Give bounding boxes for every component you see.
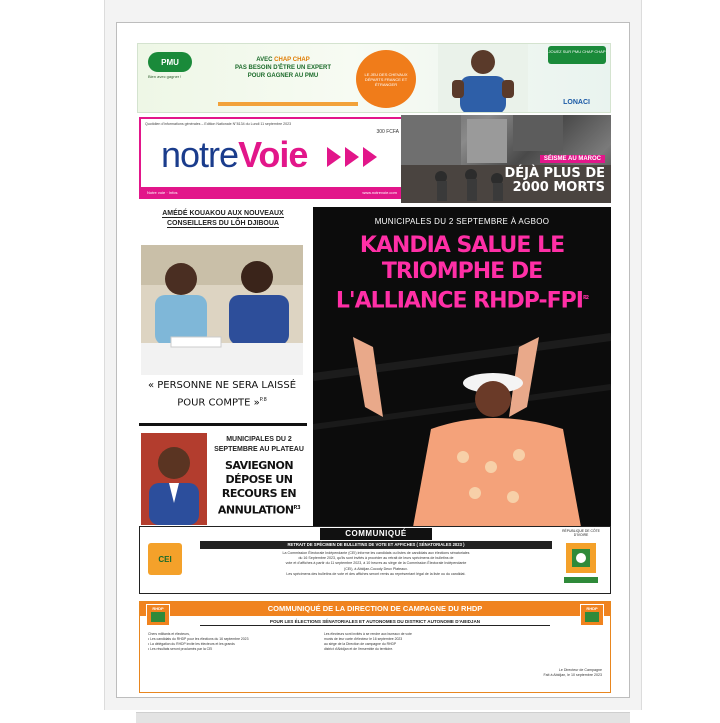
rhdp-col1-4: • Les résultats seront proclamés par la CEI: [148, 647, 213, 651]
rhdp-col2-4: district d'Abidjan et de l'ensemble du territoire.: [324, 647, 394, 651]
ad-line1: AVEC: [256, 57, 275, 63]
pmu-tagline: Bien avec gagner !: [148, 74, 182, 79]
saviegnon-portrait[interactable]: [141, 433, 207, 525]
ad-strip: [218, 102, 358, 106]
cei-communique[interactable]: [139, 526, 611, 594]
plateau-kicker-2: SEPTEMBRE AU PLATEAU: [214, 446, 304, 453]
communique-body: [200, 551, 552, 577]
communique-body-1: La Commission Électorale Indépendante (CEI) informe les candidats ou listes de candidats aux élections sénatoriales: [282, 551, 470, 555]
rhdp-col1-1: Chers militants et électeurs,: [148, 632, 190, 636]
rhdp-communique[interactable]: [139, 601, 611, 693]
rhdp-col2-3: au siège de la Direction de campagne du RHDP: [324, 642, 397, 646]
rhdp-emblem-left-icon: [151, 612, 165, 622]
cei-logo: CEI: [148, 543, 182, 575]
kouakou-quote-text: « PERSONNE NE SERA LAISSÉ POUR COMPTE »: [147, 380, 297, 409]
ad-line3: POUR GAGNER AU PMU: [247, 73, 319, 79]
meeting-photo-image: [141, 245, 303, 375]
kandia-photo: [313, 317, 611, 527]
rhdp-col2-1: Les électeurs sont invités à se rendre aux bureaux de vote: [324, 632, 412, 636]
masthead-footer-bar: [141, 187, 403, 197]
masthead-footer-left: Notre voie · Infos: [147, 189, 178, 195]
cei-logo-block: [144, 535, 190, 589]
rhdp-column-2: [324, 632, 494, 652]
logo-notre: notre: [161, 134, 239, 175]
rhdp-sign-2: Fait à Abidjan, le 10 septembre 2023: [543, 673, 602, 677]
ad-slogan: [218, 56, 348, 80]
communique-body-5: Les spécimens des bulletins de vote et des affiches seront remis au représentant légal de la liste ou du candidat.: [286, 571, 466, 576]
rhdp-label-left: RHDP: [152, 606, 164, 611]
masthead-price: 300 FCFA: [376, 129, 399, 135]
kouakou-kicker: [143, 209, 303, 229]
masthead-footer-right: www.notrevoie.com: [362, 189, 397, 195]
rhdp-col2-2: munis de leur carte d'électeur le 16 septembre 2023: [324, 637, 403, 641]
main-story[interactable]: [313, 207, 611, 527]
saviegnon-headline-text: SAVIEGNON DÉPOSE UN RECOURS EN ANNULATION: [217, 459, 297, 517]
saviegnon-portrait-image: [141, 433, 207, 525]
ad-tag: JOUEZ SUR PMU CHAP CHAP: [548, 46, 606, 64]
rhdp-emblem-right-icon: [585, 612, 599, 622]
logo-voie: Voie: [238, 134, 308, 175]
newspaper-front-page: [116, 22, 630, 698]
main-headline: [321, 233, 603, 314]
plateau-kicker-1: MUNICIPALES DU 2: [226, 436, 292, 443]
rhdp-communique-subtitle: POUR LES ÉLECTIONS SÉNATORIALES ET AUTONOMES DU DISTRICT AUTONOME D'ABIDJAN: [200, 618, 550, 626]
main-kicker: MUNICIPALES DU 2 SEPTEMBRE À AGBOO: [374, 217, 550, 226]
pmu-logo: PMU: [148, 52, 192, 72]
kouakou-kicker-1: AMÉDÉ KOUAKOU AUX NOUVEAUX: [162, 210, 284, 217]
lonaci-logo: LONACI: [563, 99, 590, 106]
ad-person-photo: [438, 44, 528, 113]
rhdp-column-1: [148, 632, 318, 652]
ad-badge: LE JEU DES CHEVAUX DÉPARTS FRANCE ET ÉTRANGER: [356, 50, 416, 108]
communique-body-2: du 16 Septembre 2023, qu'ils sont invités à procéder au retrait de leurs spécimens de bulletins de: [298, 556, 454, 561]
saviegnon-headline-page: P.3: [293, 505, 301, 511]
rhdp-col1-2: • Les candidats du RHDP pour les élections du 16 septembre 2023: [148, 637, 249, 641]
quake-tag: SÉISME AU MAROC: [540, 155, 605, 163]
kouakou-quote-page: P.8: [259, 397, 267, 403]
quake-headline-1: DÉJÀ PLUS DE: [504, 166, 605, 181]
main-headline-text: KANDIA SALUE LE TRIOMPHE DE L'ALLIANCE RHDP-FPI: [335, 233, 583, 314]
quake-headline-2: 2000 MORTS: [512, 180, 605, 195]
saviegnon-headline[interactable]: [211, 459, 307, 518]
rhdp-label-right: RHDP: [586, 606, 598, 611]
pmu-advertisement[interactable]: [137, 43, 611, 113]
kouakou-kicker-2: CONSEILLERS DU LÔH DJIBOUA: [166, 220, 279, 227]
kouakou-quote[interactable]: [141, 379, 303, 410]
plateau-kicker: [211, 435, 307, 455]
morocco-quake-story[interactable]: [401, 115, 611, 203]
communique-title: COMMUNIQUÉ: [320, 528, 432, 540]
masthead: [139, 117, 405, 199]
quake-headline: [504, 167, 605, 195]
coat-of-arms-icon: [558, 533, 604, 591]
ad-line1-highlight: CHAP CHAP: [274, 57, 310, 63]
communique-body-3: vote et d'affiches à partir du 11 septembre 2023, à 10 heures au siège de la Commission Électorale Indépendante: [285, 561, 467, 566]
rhdp-signature: [512, 668, 602, 678]
kouakou-meeting-photo[interactable]: [141, 245, 303, 375]
rhdp-communique-title: COMMUNIQUÉ DE LA DIRECTION DE CAMPAGNE DU RHDP: [140, 602, 610, 616]
masthead-info: Quotidien d'informations générales – Edition Nationale N°8134 du Lundi 11 septembre 2023: [145, 122, 292, 126]
communique-subtitle: RETRAIT DE SPÉCIMEN DE BULLETINS DE VOTE ET AFFICHES ( SÉNATORIALES 2023 ): [200, 541, 552, 549]
section-divider: [139, 423, 307, 426]
rhdp-sign-1: Le Directeur de Campagne: [558, 668, 602, 672]
rhdp-logo-left: [146, 604, 170, 626]
next-page-edge: [136, 712, 630, 723]
rhdp-logo-right: [580, 604, 604, 626]
rhdp-col1-3: • La délégation du RHDP invite les électeurs et les grands: [148, 642, 235, 646]
notre-voie-logo: [161, 135, 307, 175]
logo-arrows-icon: [327, 145, 381, 169]
crest-label: RÉPUBLIQUE DE CÔTE D'IVOIRE: [562, 529, 600, 537]
communique-body-4: (CEI), à Abidjan-Cocody Deux Plateaux.: [344, 566, 408, 571]
ad-line2: PAS BESOIN D'ÊTRE UN EXPERT: [235, 65, 331, 71]
main-headline-page: P.2: [582, 295, 589, 301]
